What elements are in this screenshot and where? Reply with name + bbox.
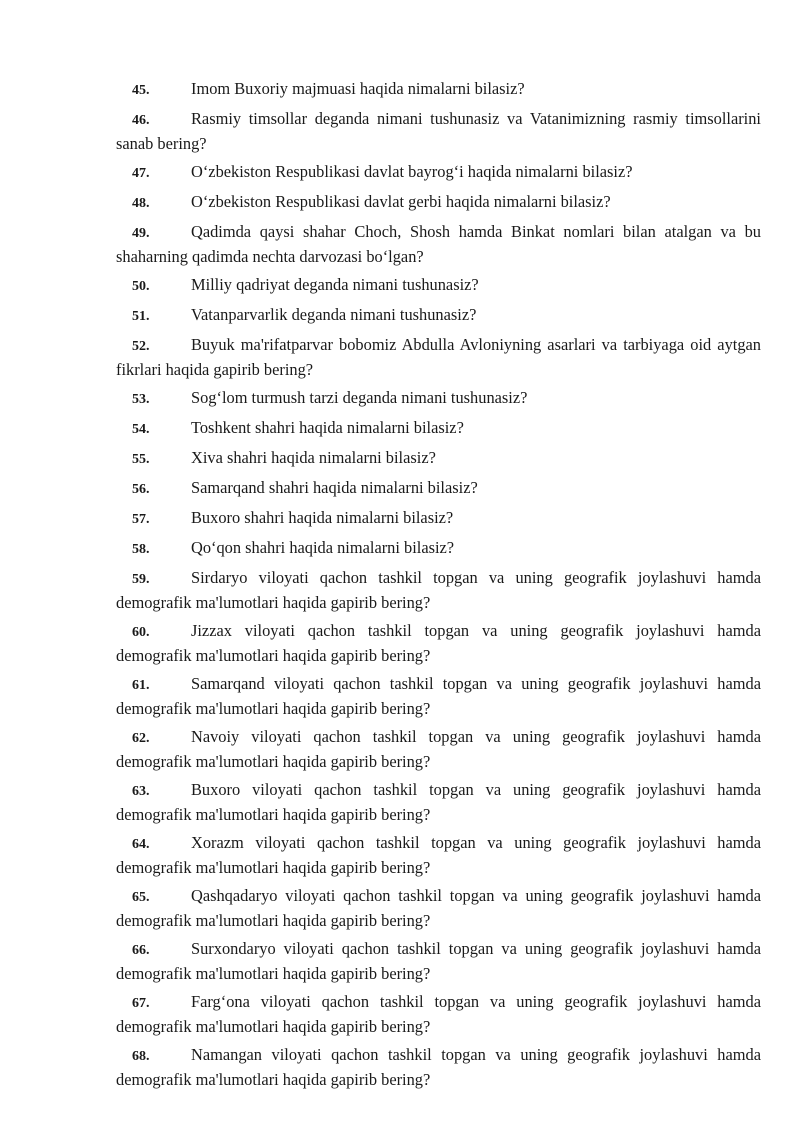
question-item [116, 884, 761, 932]
question-item [116, 566, 761, 614]
question-text: Qo‘qon shahri haqida nimalarni bilasiz? [191, 538, 455, 557]
question-item [116, 273, 761, 298]
question-item [116, 778, 761, 826]
question-item [116, 831, 761, 879]
question-text: O‘zbekiston Respublikasi davlat gerbi haqida nimalarni bilasiz? [191, 192, 611, 211]
question-item [116, 672, 761, 720]
question-item [116, 107, 761, 155]
question-item [116, 476, 761, 501]
question-text: Samarqand viloyati qachon tashkil topgan va uning geografik joylashuvi hamda demografik ma'lumotlari haqida gapirib bering? [116, 674, 761, 718]
question-text: Xorazm viloyati qachon tashkil topgan va uning geografik joylashuvi hamda demografik ma'lumotlari haqida gapirib bering? [116, 833, 761, 877]
question-item [116, 619, 761, 667]
question-text: Milliy qadriyat deganda nimani tushunasiz? [191, 275, 479, 294]
question-item [116, 386, 761, 411]
question-number: 45. [132, 83, 150, 98]
question-number: 60. [132, 625, 150, 640]
question-text: Imom Buxoriy majmuasi haqida nimalarni bilasiz? [191, 79, 525, 98]
question-text: Buxoro shahri haqida nimalarni bilasiz? [191, 508, 454, 527]
question-number: 64. [132, 837, 150, 852]
question-number: 47. [132, 166, 150, 181]
question-text: Qashqadaryo viloyati qachon tashkil topgan va uning geografik joylashuvi hamda demografik ma'lumotlari haqida gapirib bering? [116, 886, 761, 930]
question-number: 52. [132, 339, 150, 354]
question-number: 67. [132, 996, 150, 1011]
question-list [116, 77, 761, 1096]
question-number: 53. [132, 392, 150, 407]
question-text: Rasmiy timsollar deganda nimani tushunasiz va Vatanimizning rasmiy timsollarini sanab bering? [116, 109, 761, 153]
question-number: 55. [132, 452, 150, 467]
question-text: Toshkent shahri haqida nimalarni bilasiz? [191, 418, 464, 437]
question-item [116, 77, 761, 102]
question-number: 68. [132, 1049, 150, 1064]
question-number: 62. [132, 731, 150, 746]
question-number: 56. [132, 482, 150, 497]
question-number: 48. [132, 196, 150, 211]
question-text: Jizzax viloyati qachon tashkil topgan va uning geografik joylashuvi hamda demografik ma'lumotlari haqida gapirib bering? [116, 621, 761, 665]
question-item [116, 725, 761, 773]
question-item [116, 220, 761, 268]
question-number: 54. [132, 422, 150, 437]
question-item [116, 303, 761, 328]
question-number: 66. [132, 943, 150, 958]
question-text: Namangan viloyati qachon tashkil topgan va uning geografik joylashuvi hamda demografik ma'lumotlari haqida gapirib bering? [116, 1045, 761, 1089]
question-item [116, 160, 761, 185]
question-text: Samarqand shahri haqida nimalarni bilasiz? [191, 478, 478, 497]
question-text: Sog‘lom turmush tarzi deganda nimani tushunasiz? [191, 388, 528, 407]
question-number: 49. [132, 226, 150, 241]
question-text: Buxoro viloyati qachon tashkil topgan va uning geografik joylashuvi hamda demografik ma'lumotlari haqida gapirib bering? [116, 780, 761, 824]
question-item [116, 536, 761, 561]
question-text: Navoiy viloyati qachon tashkil topgan va uning geografik joylashuvi hamda demografik ma'lumotlari haqida gapirib bering? [116, 727, 761, 771]
question-item [116, 333, 761, 381]
question-number: 46. [132, 113, 150, 128]
question-item [116, 937, 761, 985]
question-number: 50. [132, 279, 150, 294]
question-text: Sirdaryo viloyati qachon tashkil topgan va uning geografik joylashuvi hamda demografik ma'lumotlari haqida gapirib bering? [116, 568, 761, 612]
question-number: 65. [132, 890, 150, 905]
question-number: 59. [132, 572, 150, 587]
question-item [116, 416, 761, 441]
question-number: 58. [132, 542, 150, 557]
question-text: Vatanparvarlik deganda nimani tushunasiz? [191, 305, 477, 324]
question-item [116, 506, 761, 531]
question-item [116, 190, 761, 215]
question-text: O‘zbekiston Respublikasi davlat bayrog‘i haqida nimalarni bilasiz? [191, 162, 633, 181]
question-item [116, 446, 761, 471]
question-text: Surxondaryo viloyati qachon tashkil topgan va uning geografik joylashuvi hamda demografik ma'lumotlari haqida gapirib bering? [116, 939, 761, 983]
question-number: 57. [132, 512, 150, 527]
question-number: 63. [132, 784, 150, 799]
question-item [116, 1043, 761, 1091]
question-text: Xiva shahri haqida nimalarni bilasiz? [191, 448, 436, 467]
question-text: Farg‘ona viloyati qachon tashkil topgan va uning geografik joylashuvi hamda demografik ma'lumotlari haqida gapirib bering? [116, 992, 761, 1036]
question-item [116, 990, 761, 1038]
question-number: 51. [132, 309, 150, 324]
question-text: Qadimda qaysi shahar Choch, Shosh hamda Binkat nomlari bilan atalgan va bu shaharning qadimda nechta darvozasi bo‘lgan? [116, 222, 761, 266]
question-text: Buyuk ma'rifatparvar bobomiz Abdulla Avloniyning asarlari va tarbiyaga oid aytgan fikrlari haqida gapirib bering? [116, 335, 761, 379]
question-number: 61. [132, 678, 150, 693]
